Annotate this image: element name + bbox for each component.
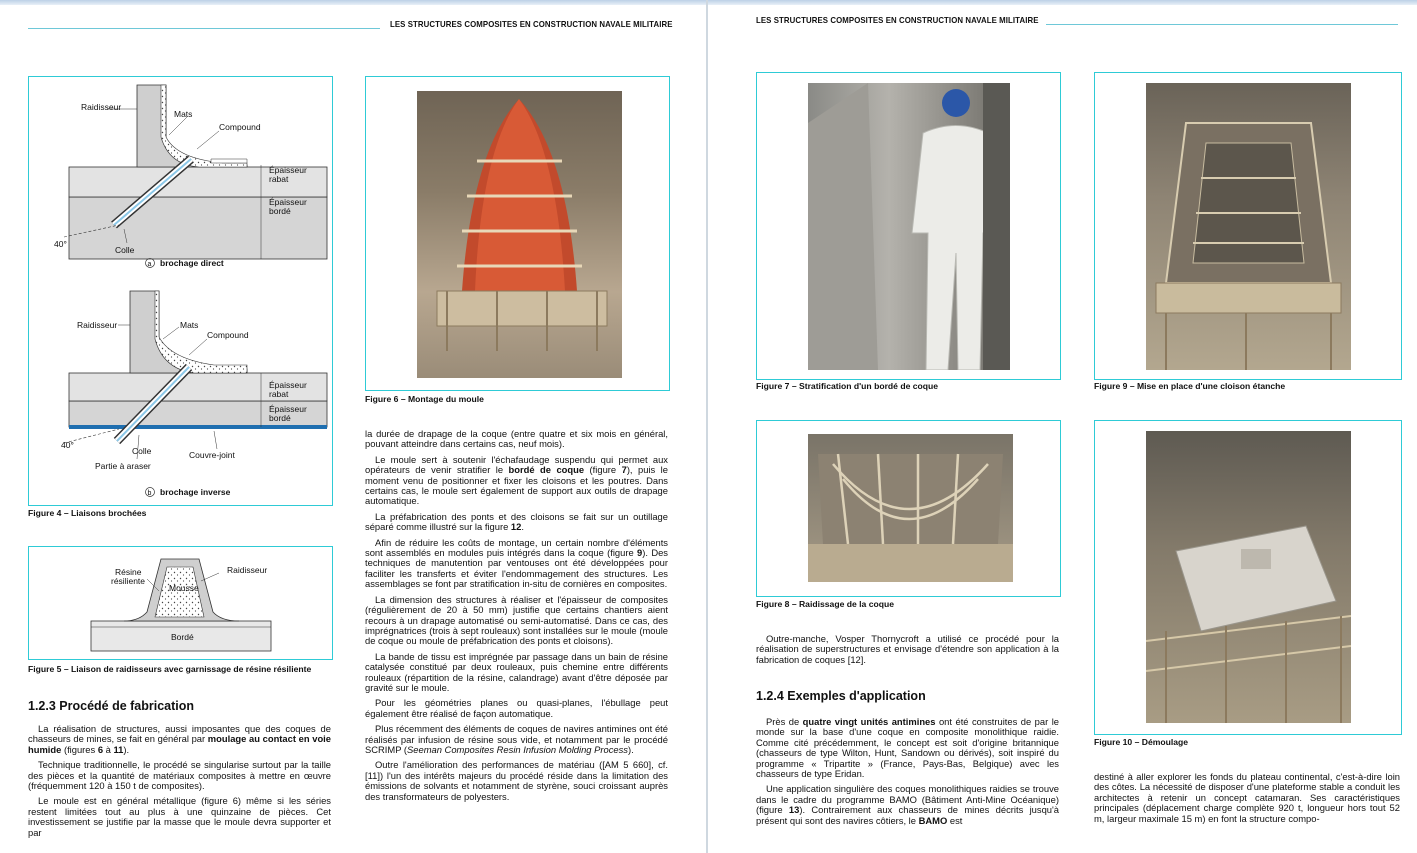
paragraph (28, 724, 331, 755)
label-couvre-joint: Couvre-joint (189, 450, 235, 460)
text-run: ). (123, 743, 130, 755)
figure-8-frame (756, 420, 1061, 597)
label-partie-a-araser: Partie à araser (95, 461, 151, 471)
label-brochage-inverse: brochage inverse (160, 487, 231, 497)
paragraph: La dimension des structures à réaliser et l'épaisseur de composites (régulièrement de 20 à 50 mm) justifie que certains chantiers aient recours à un drapage automatisé ou semi-automatisé. Dans ce cas, des imprégnatrices (trois à sept rouleaux) sont installées sur le moule (moule de coque ou moule de préfabrication des ponts et cloisons). (365, 593, 668, 647)
figure-7-photo (808, 83, 1010, 370)
label-angle-a: 40° (54, 239, 67, 249)
left-column-1-text (28, 724, 331, 843)
figure-4-frame (28, 76, 333, 506)
paragraph (365, 538, 668, 590)
paragraph: Pour les géométries planes ou quasi-planes, l'ébullage peut également être réalisé de façon automatique. (365, 697, 668, 719)
diagram-brochage-inverse (61, 291, 327, 497)
paragraph (756, 717, 1059, 779)
running-head-rule (1046, 24, 1398, 25)
text-run-italic: Seeman Composites Resin Infusion Molding Process (407, 743, 628, 755)
text-run: La réalisation de structures, aussi imposantes que des coques de chasseurs de mines, se fait en général par (28, 723, 331, 745)
text-run: Le moule sert à soutenir l'échafaudage suspendu qui permet aux opérateurs de venir stratifier le (365, 453, 668, 476)
stiffening-illustration (808, 434, 1013, 582)
text-run-bold: bordé de coque (508, 464, 585, 476)
label-ep-borde-a1: Épaisseur (269, 197, 307, 207)
running-head-rule (28, 28, 380, 29)
paragraph: la durée de drapage de la coque (entre quatre et six mois en général, pouvant atteindre dans certains cas, neuf mois). (365, 428, 668, 450)
paragraph: Outre-manche, Vosper Thornycroft a utilisé ce procédé pour la réalisation de superstructures et envisage d'étendre son application à la fabrication de coques [12]. (756, 633, 1059, 665)
label-resine-2: résiliente (111, 576, 146, 586)
label-angle-b: 40° (61, 440, 74, 450)
text-run: Une application singulière des coques monolithiques raidies se trouve dans le cadre du programme BAMO (Bâtiment Anti-Mine Océanique) (figure (756, 783, 1059, 816)
figure-9-caption: Figure 9 – Mise en place d'une cloison étanche (1094, 381, 1286, 391)
page-top-border (708, 0, 1417, 5)
right-column-1-text (756, 717, 1059, 831)
label-ep-rabat-a2: rabat (269, 174, 289, 184)
bulkhead-illustration (1146, 83, 1351, 370)
label-tag-a: a (147, 261, 152, 268)
text-run: ). Des techniques de manutention par ventouses ont été développées pour faciliter les transferts et éviter l'endommagement des structures. Les assemblages se font par stratification in-situ de cornières en composites. (365, 547, 668, 590)
section-title-1-2-3: 1.2.3 Procédé de fabrication (28, 699, 195, 713)
figure-6-photo (417, 91, 622, 378)
figure-7-caption: Figure 7 – Stratification d'un bordé de coque (756, 381, 939, 391)
label-compound-b: Compound (207, 330, 249, 340)
right-column-1-text-top (756, 634, 1059, 670)
label-ep-borde-b2: bordé (269, 413, 291, 423)
paragraph: Le moule est en général métallique (figure 6) même si les séries restent limitées tout au plus à une quinzaine de pièces. Cet investissement se justifie par la masse que le moule devra supporter et par (28, 795, 331, 838)
figure-5-caption: Figure 5 – Liaison de raidisseurs avec garnissage de résine résiliente (28, 664, 312, 674)
figure-9-photo (1146, 83, 1351, 370)
figure-10-caption: Figure 10 – Démoulage (1094, 737, 1189, 747)
paragraph: destiné à aller explorer les fonds du plateau continental, c'est-à-dire loin des côtes. La nécessité de disposer d'une plateforme stable a conduit les architectes à retenir un concept catamaran. Ses caractéristiques principales (déplacement charge complète 920 t, longueur hors tout 52 m, largeur maximale 15 m) en font la structure compo- (1094, 771, 1400, 824)
label-ep-rabat-b2: rabat (269, 389, 289, 399)
label-ep-borde-b1: Épaisseur (269, 404, 307, 414)
left-page (0, 0, 706, 853)
diagram-brochage-direct (54, 85, 327, 268)
text-run-bold: BAMO (918, 814, 948, 826)
paragraph (756, 784, 1059, 826)
text-run-bold: 6 (97, 743, 104, 755)
figure-10-frame (1094, 420, 1402, 735)
figure-6-frame (365, 76, 670, 391)
text-run: (figure (584, 464, 622, 476)
demoulding-illustration (1146, 431, 1351, 723)
figure-5-diagram (29, 547, 332, 659)
right-page (708, 0, 1417, 853)
text-run-bold: moulage au contact en voie humide (28, 733, 332, 755)
paragraph (365, 512, 668, 533)
figure-10-photo (1146, 431, 1351, 723)
label-mats-b: Mats (180, 320, 199, 330)
label-colle-a: Colle (115, 245, 135, 255)
paragraph (365, 455, 668, 507)
figure-8-photo (808, 434, 1013, 582)
label-ep-rabat-a1: Épaisseur (269, 165, 307, 175)
label-ep-rabat-b1: Épaisseur (269, 380, 307, 390)
paragraph: Technique traditionnelle, le procédé se singularise surtout par la taille des pièces et la quantité de matériaux composites à mettre en œuvre (fréquemment 120 à 150 t de composites). (28, 759, 331, 792)
label-mats-a: Mats (174, 109, 193, 119)
figure-4-diagram (29, 77, 332, 505)
label-raidisseur-b: Raidisseur (77, 320, 118, 330)
text-run: est (947, 814, 963, 826)
text-run-bold: quatre vingt unités antimines (802, 716, 936, 727)
right-column-2-text (1094, 772, 1400, 829)
section-title-1-2-4: 1.2.4 Exemples d'application (756, 689, 926, 703)
text-run: La préfabrication des ponts et des cloisons se fait sur un outillage séparé comme illustré sur la figure (365, 510, 668, 533)
text-run-bold: 12 (510, 521, 522, 533)
text-run: Afin de réduire les coûts de montage, un certain nombre d'éléments sont assemblés en modules puis intégrés dans la coque (figure (365, 536, 668, 559)
mould-illustration (417, 91, 622, 378)
left-column-2-text (365, 429, 668, 807)
figure-6-caption: Figure 6 – Montage du moule (365, 394, 484, 404)
paragraph: Outre l'amélioration des performances de matériau ([AM 5 660], cf. [11]) l'un des intérêts majeurs du procédé réside dans la limitation des émissions de solvants et notamment de styrène, souci croissant auprès des transformateurs de polyesters. (365, 759, 668, 802)
text-run: Près de (766, 716, 803, 727)
paragraph: La bande de tissu est imprégnée par passage dans un bain de résine catalysée constitué par deux rouleaux, puis chemine entre différents rouleaux (répartition de la résine, calandrage) avant d'être déposée par gravité sur le moule. (365, 650, 668, 693)
text-run: ). (627, 743, 634, 755)
figure-9-frame (1094, 72, 1402, 380)
label-mousse: Mousse (169, 583, 199, 593)
figure-4-caption: Figure 4 – Liaisons brochées (28, 508, 147, 518)
text-run-bold: 13 (788, 804, 800, 816)
text-run: . (521, 521, 524, 533)
text-run-bold: 9 (637, 547, 643, 559)
label-ep-borde-a2: bordé (269, 206, 291, 216)
text-run: Plus récemment des éléments de coques de navires antimines ont été réalisés par infusion de résine sous vide, et notamment par le procédé SCRIMP ( (365, 723, 668, 755)
text-run: ont été construites de par le monde sur la base d'une coque en composite monolithique raidie. Comme cité précédemment, le concept est soit d'origine britannique (chasseurs de type Wilton, Hunt, Sandown ou dérivés), soit inspiré du programme « Tripartite » (France, Pays-Bas, Belgique) avec les chasseurs de type Eridan. (756, 716, 1059, 780)
text-run-bold: 11 (113, 743, 124, 755)
label-compound-a: Compound (219, 122, 261, 132)
label-raidisseur-a: Raidisseur (81, 102, 122, 112)
label-colle-b: Colle (132, 446, 152, 456)
label-resine-1: Résine (115, 567, 142, 577)
running-head: LES STRUCTURES COMPOSITES EN CONSTRUCTION NAVALE MILITAIRE (390, 19, 673, 29)
label-borde-fig5: Bordé (171, 632, 194, 642)
paragraph (365, 724, 668, 755)
figure-8-caption: Figure 8 – Raidissage de la coque (756, 599, 895, 609)
text-run: à (103, 743, 114, 755)
running-head: LES STRUCTURES COMPOSITES EN CONSTRUCTION NAVALE MILITAIRE (756, 15, 1039, 25)
worker-illustration (808, 83, 1010, 370)
figure-7-frame (756, 72, 1061, 380)
figure-5-frame (28, 546, 333, 660)
label-raidisseur-fig5: Raidisseur (227, 565, 268, 575)
text-run: ). Contrairement aux chasseurs de mines décrits jusqu'à présent qui sont des navires côtiers, le (756, 804, 1059, 826)
label-tag-b: b (147, 490, 152, 497)
label-brochage-direct: brochage direct (160, 258, 224, 268)
text-run-bold: 7 (621, 464, 627, 476)
page-top-border (0, 0, 706, 5)
text-run: (figures (61, 743, 98, 755)
text-run: ), puis le moment venu de positionner et fixer les cloisons et les poutres. Dans certains cas, le moule sert également de support aux outils de drapage automatique. (365, 464, 668, 507)
